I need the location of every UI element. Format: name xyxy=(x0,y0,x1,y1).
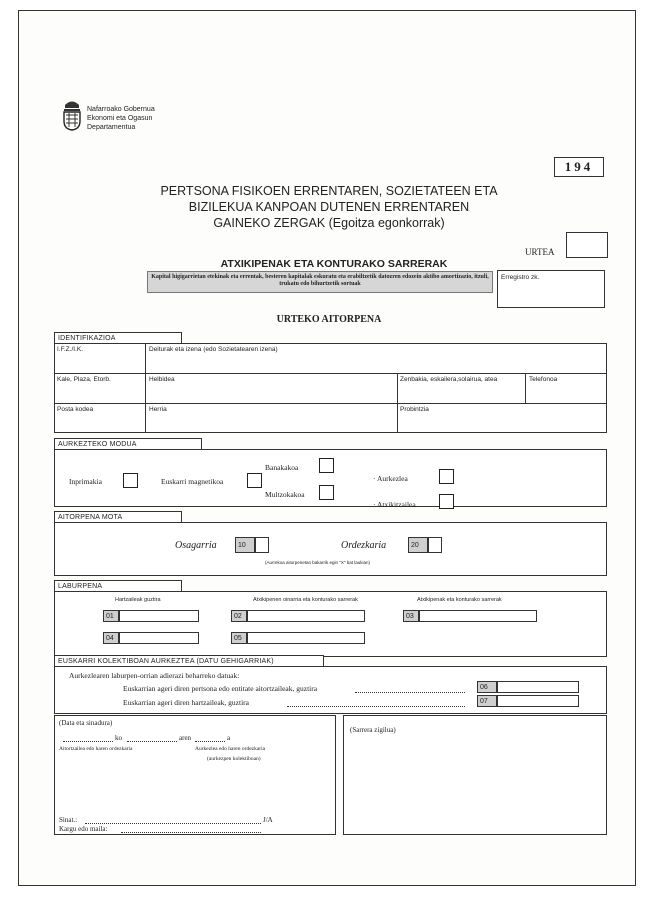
substitute-code: 20 xyxy=(408,537,428,553)
identification-tab: IDENTIFIKAZIOA xyxy=(54,332,182,344)
field-06[interactable] xyxy=(497,681,579,693)
aren-label: aren xyxy=(179,734,192,742)
signature-section xyxy=(54,715,336,835)
printed-checkbox[interactable] xyxy=(123,473,138,488)
signer2-note: (aurkezpen kolektiboan) xyxy=(207,756,261,762)
summary-section xyxy=(54,591,607,657)
code-04: 04 xyxy=(103,632,119,644)
ordinary-label: Osagarria xyxy=(175,540,217,551)
withholding-label: Atxikipenak eta konturako sarrerak xyxy=(417,597,502,603)
collective-intro: Aurkezlearen laburpen-orrian adierazi beharreko datuak: xyxy=(69,671,240,680)
printed-label: Inprimakia xyxy=(69,477,102,486)
stamp-label: (Sarrera zigilua) xyxy=(350,726,396,734)
form-number: 194 xyxy=(564,159,594,174)
registry-label: Erregistro zk. xyxy=(501,274,540,281)
magnetic-label: Euskarri magnetikoa xyxy=(161,477,224,486)
title-line1: PERTSONA FISIKOEN ERRENTAREN, SOZIETATEEN ETA xyxy=(160,184,498,198)
declaration-note: (Aurrekoa aitorpenetan bakarrik egin "X" bat laukian) xyxy=(265,560,371,565)
form-title xyxy=(119,183,539,231)
crest-icon xyxy=(61,99,83,131)
single-checkbox[interactable] xyxy=(319,458,334,473)
field-02[interactable] xyxy=(247,610,365,622)
field-07[interactable] xyxy=(497,695,579,707)
presenter-checkbox[interactable] xyxy=(439,469,454,484)
summary-tab: LABURPENA xyxy=(54,580,182,592)
substitute-checkbox[interactable] xyxy=(428,537,442,553)
substitute-label: Ordezkaria xyxy=(341,540,387,551)
org-name-line1: Nafarroako Gobernua xyxy=(87,106,155,113)
name-label: Deiturak eta izena (edo Sozietatearen izena) xyxy=(149,346,278,353)
collective-line2: Euskarrian ageri diren hartzaileak, guztira xyxy=(123,698,249,707)
declaration-type-tab: AITORPENA MOTA xyxy=(54,511,182,523)
code-06: 06 xyxy=(477,681,497,693)
ordinary-code: 10 xyxy=(235,537,255,553)
number-label: Zenbakia, eskailera,solairua, atea xyxy=(400,376,498,383)
date-signature-title: (Data eta sinadura) xyxy=(59,719,113,727)
identification-section xyxy=(54,343,607,433)
collective-tab: EUSKARRI KOLEKTIBOAN AURKEZTEA (DATU GEHIGARRIAK) xyxy=(54,655,324,667)
province-label: Probintzia xyxy=(400,406,429,413)
title-line2: BIZILEKUA KANPOAN DUTENEN ERRENTAREN xyxy=(188,200,470,214)
town-label: Herria xyxy=(149,406,167,413)
stamp-section xyxy=(343,715,607,835)
form-page xyxy=(18,10,636,886)
code-07: 07 xyxy=(477,695,497,707)
code-03: 03 xyxy=(403,610,419,622)
postal-label: Posta kodea xyxy=(57,406,94,413)
signed-label: Sinat.: xyxy=(59,816,78,824)
withholder-label: · Atxikitzailea xyxy=(373,500,416,509)
title-line3: GAINEKO ZERGAK (Egoitza egonkorrak) xyxy=(213,216,445,230)
urtea-label: URTEA xyxy=(525,247,555,257)
registry-box[interactable] xyxy=(497,270,605,308)
declaration-type-section xyxy=(54,522,607,576)
magnetic-checkbox[interactable] xyxy=(247,473,262,488)
nif-label: I.F.Z./I.K. xyxy=(57,346,84,353)
a-label: a xyxy=(227,734,231,742)
withholder-checkbox[interactable] xyxy=(439,494,454,509)
urtea-field[interactable] xyxy=(566,232,608,258)
form-number-box xyxy=(554,157,604,177)
ja-label: J/A xyxy=(263,816,273,824)
code-01: 01 xyxy=(103,610,119,622)
multiple-label: Multzokakoa xyxy=(265,490,305,499)
street-type-label: Kale, Plaza, Etorb. xyxy=(57,376,111,383)
collective-section xyxy=(54,666,607,714)
field-04[interactable] xyxy=(119,632,199,644)
presentation-mode-tab: AURKEZTEKO MODUA xyxy=(54,438,202,450)
code-02: 02 xyxy=(231,610,247,622)
subtitle: ATXIKIPENAK ETA KONTURAKO SARRERAK xyxy=(220,258,448,270)
description-banner: Kapital higigarrietan etekinak eta errentak, besteren kapitalak eskuratu eta erabiltzetik datozren edozein aktibo amortizazio, itzuli, trukatu edo bihurtzetik sortuak xyxy=(147,271,493,293)
field-03[interactable] xyxy=(419,610,537,622)
presenter-text: Aurkezlea xyxy=(376,474,408,483)
org-name-line2: Ekonomi eta Ogasun xyxy=(87,115,153,122)
field-05[interactable] xyxy=(247,632,365,644)
single-label: Banakakoa xyxy=(265,463,299,472)
signer2-label: Aurkezlea edo haren ordezkaria xyxy=(195,746,266,752)
street-label: Helbidea xyxy=(149,376,175,383)
withholder-text: Atxikitzailea xyxy=(376,500,416,509)
role-label: Kargu edo maila: xyxy=(59,825,108,833)
signer1-label: Aitortzailea edo haren ordezkaria xyxy=(59,746,133,752)
presentation-mode-section xyxy=(54,449,607,507)
withholding-base-label: Atxikipenen oinarria eta konturako sarrerak xyxy=(253,597,358,603)
collective-line1: Euskarrian ageri diren pertsona edo entitate aitortzaileak, guztira xyxy=(123,684,318,693)
multiple-checkbox[interactable] xyxy=(319,485,334,500)
ko-label: ko xyxy=(115,734,122,742)
field-01[interactable] xyxy=(119,610,199,622)
org-name-line3: Departamentua xyxy=(87,124,136,131)
phone-label: Telefonoa xyxy=(529,376,558,383)
annual-title: URTEKO AITORPENA xyxy=(276,314,382,325)
recipients-total-label: Hartzaileak guztira xyxy=(115,597,161,603)
code-05: 05 xyxy=(231,632,247,644)
presenter-label: · Aurkezlea xyxy=(373,474,408,483)
ordinary-checkbox[interactable] xyxy=(255,537,269,553)
